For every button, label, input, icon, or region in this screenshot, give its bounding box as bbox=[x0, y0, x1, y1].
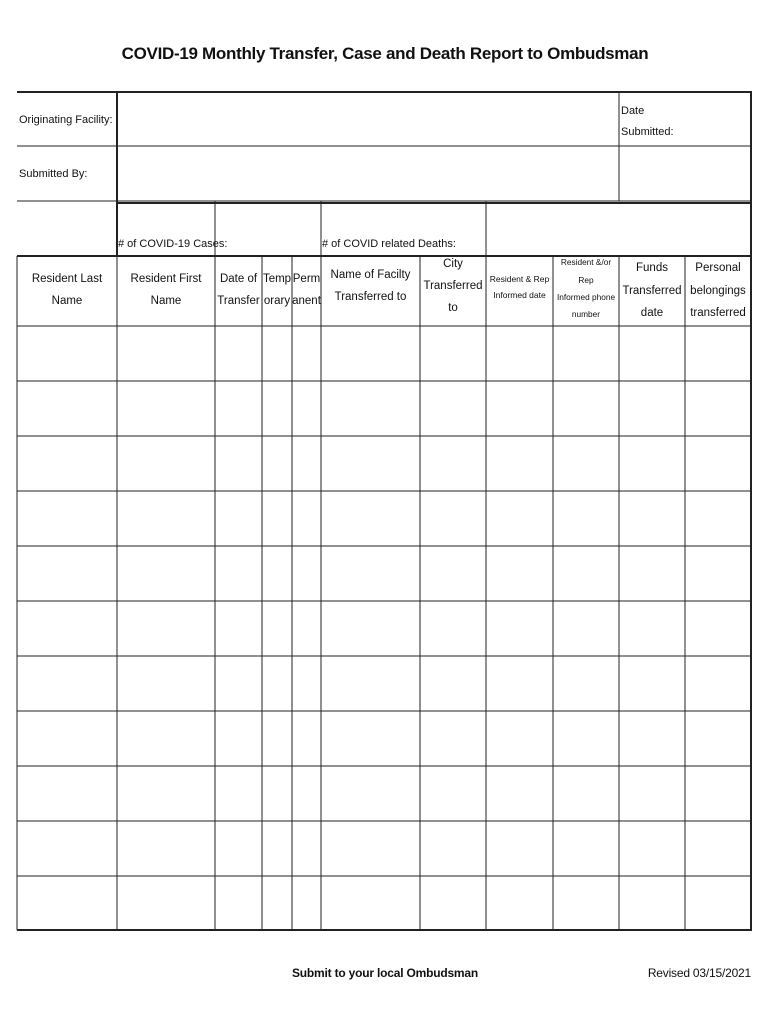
table-cell[interactable] bbox=[686, 822, 751, 876]
table-cell[interactable] bbox=[216, 822, 262, 876]
table-cell[interactable] bbox=[118, 822, 215, 876]
table-cell[interactable] bbox=[421, 327, 486, 381]
table-cell[interactable] bbox=[216, 547, 262, 601]
table-cell[interactable] bbox=[293, 822, 321, 876]
date-submitted-field[interactable] bbox=[620, 147, 750, 200]
table-cell[interactable] bbox=[18, 712, 117, 766]
table-cell[interactable] bbox=[118, 767, 215, 821]
table-cell[interactable] bbox=[686, 657, 751, 711]
table-cell[interactable] bbox=[118, 657, 215, 711]
table-cell[interactable] bbox=[487, 657, 553, 711]
table-cell[interactable] bbox=[487, 712, 553, 766]
col-header-permanent-l2: anent bbox=[292, 295, 321, 307]
col-header-rep-informed-l2: Informed date bbox=[493, 290, 546, 300]
col-header-funds bbox=[619, 256, 685, 326]
col-header-funds-l1: Funds bbox=[636, 262, 668, 275]
table-cell[interactable] bbox=[216, 712, 262, 766]
table-cell[interactable] bbox=[686, 547, 751, 601]
table-cell[interactable] bbox=[421, 767, 486, 821]
table-cell[interactable] bbox=[554, 712, 619, 766]
table-cell[interactable] bbox=[216, 437, 262, 491]
table-cell[interactable] bbox=[118, 547, 215, 601]
table-cell[interactable] bbox=[554, 547, 619, 601]
table-cell[interactable] bbox=[216, 767, 262, 821]
table-cell[interactable] bbox=[118, 437, 215, 491]
table-cell[interactable] bbox=[620, 382, 685, 436]
table-cell[interactable] bbox=[263, 877, 292, 930]
table-cell[interactable] bbox=[216, 657, 262, 711]
col-header-rep-informed bbox=[486, 256, 553, 318]
table-cell[interactable] bbox=[620, 712, 685, 766]
table-cell[interactable] bbox=[620, 492, 685, 546]
date-submitted-label-line1: Date bbox=[621, 105, 645, 117]
submitted-by-label: Submitted By: bbox=[19, 168, 88, 180]
table-cell[interactable] bbox=[421, 547, 486, 601]
originating-facility-label: Originating Facility: bbox=[19, 114, 113, 126]
col-header-date-transfer-l1: Date of bbox=[219, 273, 258, 286]
table-cell[interactable] bbox=[322, 657, 420, 711]
col-header-temporary bbox=[262, 256, 292, 326]
table-cell[interactable] bbox=[487, 492, 553, 546]
table-cell[interactable] bbox=[293, 877, 321, 930]
table-cell[interactable] bbox=[554, 767, 619, 821]
col-header-temporary-l1: Temp bbox=[262, 273, 292, 286]
table-cell[interactable] bbox=[421, 877, 486, 930]
col-header-rep-phone-l3: number bbox=[571, 309, 601, 320]
col-header-facility bbox=[321, 256, 420, 318]
col-header-date-transfer bbox=[215, 256, 262, 326]
table-cell[interactable] bbox=[421, 822, 486, 876]
table-cell[interactable] bbox=[263, 712, 292, 766]
table-cell[interactable] bbox=[18, 437, 117, 491]
table-cell[interactable] bbox=[686, 437, 751, 491]
date-submitted-label-line2: Submitted: bbox=[621, 126, 674, 139]
table-cell[interactable] bbox=[118, 492, 215, 546]
table-cell[interactable] bbox=[18, 382, 117, 436]
table-cell[interactable] bbox=[487, 767, 553, 821]
table-cell[interactable] bbox=[263, 437, 292, 491]
table-cell[interactable] bbox=[620, 657, 685, 711]
col-header-belongings bbox=[685, 256, 751, 326]
col-header-funds-l3: date bbox=[640, 307, 664, 320]
covid-cases-label: # of COVID-19 Cases: bbox=[118, 238, 228, 250]
covid-deaths-label: # of COVID related Deaths: bbox=[322, 238, 456, 250]
table-cell[interactable] bbox=[554, 602, 619, 656]
table-cell[interactable] bbox=[620, 767, 685, 821]
table-cell[interactable] bbox=[322, 877, 420, 930]
col-header-date-transfer-l2: Transfer bbox=[217, 295, 260, 307]
table-cell[interactable] bbox=[554, 492, 619, 546]
col-header-funds-l2: Transferred bbox=[622, 284, 682, 297]
col-header-permanent bbox=[292, 256, 321, 326]
form-title: COVID-19 Monthly Transfer, Case and Death Report to Ombudsman bbox=[121, 44, 649, 63]
col-header-rep-phone-l2: Informed phone bbox=[556, 292, 616, 302]
table-cell[interactable] bbox=[487, 327, 553, 381]
table-cell[interactable] bbox=[487, 437, 553, 491]
table-cell[interactable] bbox=[554, 657, 619, 711]
table-cell[interactable] bbox=[118, 382, 215, 436]
col-header-belongings-l2: belongings bbox=[690, 284, 746, 297]
table-cell[interactable] bbox=[263, 382, 292, 436]
col-header-belongings-l3: transferred bbox=[690, 307, 746, 320]
table-cell[interactable] bbox=[322, 712, 420, 766]
table-cell[interactable] bbox=[263, 767, 292, 821]
table-cell[interactable] bbox=[686, 327, 751, 381]
table-cell[interactable] bbox=[487, 822, 553, 876]
table-cell[interactable] bbox=[118, 712, 215, 766]
table-cell[interactable] bbox=[293, 602, 321, 656]
table-cell[interactable] bbox=[620, 822, 685, 876]
col-header-first-name: Resident First Name bbox=[130, 273, 202, 307]
originating-facility-field[interactable] bbox=[118, 93, 618, 145]
table-cell[interactable] bbox=[554, 877, 619, 930]
table-cell[interactable] bbox=[216, 382, 262, 436]
table-cell[interactable] bbox=[421, 382, 486, 436]
table-cell[interactable] bbox=[620, 327, 685, 381]
table-cell[interactable] bbox=[216, 877, 262, 930]
table-cell[interactable] bbox=[686, 712, 751, 766]
table-cell[interactable] bbox=[263, 602, 292, 656]
table-cell[interactable] bbox=[263, 547, 292, 601]
table-cell[interactable] bbox=[263, 657, 292, 711]
submitted-by-field[interactable] bbox=[118, 147, 618, 200]
table-cell[interactable] bbox=[421, 437, 486, 491]
table-cell[interactable] bbox=[421, 712, 486, 766]
col-header-permanent-l1: Perm bbox=[292, 273, 321, 286]
table-cell[interactable] bbox=[686, 492, 751, 546]
table-cell[interactable] bbox=[322, 492, 420, 546]
table-cell[interactable] bbox=[263, 327, 292, 381]
table-cell[interactable] bbox=[293, 767, 321, 821]
table-cell[interactable] bbox=[554, 822, 619, 876]
table-cell[interactable] bbox=[293, 547, 321, 601]
table-cell[interactable] bbox=[620, 437, 685, 491]
table-cell[interactable] bbox=[322, 382, 420, 436]
table-cell[interactable] bbox=[421, 657, 486, 711]
table-cell[interactable] bbox=[554, 382, 619, 436]
col-header-facility-l2: Transferred to bbox=[334, 291, 407, 303]
table-cell[interactable] bbox=[487, 877, 553, 930]
table-cell[interactable] bbox=[487, 547, 553, 601]
table-cell[interactable] bbox=[421, 492, 486, 546]
table-cell[interactable] bbox=[620, 602, 685, 656]
table-cell[interactable] bbox=[18, 822, 117, 876]
table-cell[interactable] bbox=[18, 602, 117, 656]
table-cell[interactable] bbox=[620, 547, 685, 601]
date-submitted-label bbox=[621, 101, 674, 144]
table-cell[interactable] bbox=[118, 327, 215, 381]
table-cell[interactable] bbox=[118, 877, 215, 930]
table-cell[interactable] bbox=[421, 602, 486, 656]
table-cell[interactable] bbox=[18, 657, 117, 711]
col-header-last-name: Resident Last Name bbox=[31, 273, 103, 307]
table-cell[interactable] bbox=[686, 602, 751, 656]
col-header-belongings-l1: Personal bbox=[695, 262, 741, 275]
table-cell[interactable] bbox=[686, 877, 751, 930]
table-cell[interactable] bbox=[263, 492, 292, 546]
table-cell[interactable] bbox=[293, 657, 321, 711]
col-header-city-l2: Transferred to bbox=[423, 280, 483, 314]
table-cell[interactable] bbox=[686, 767, 751, 821]
col-header-facility-l1: Name of Facilty bbox=[330, 269, 411, 282]
table-cell[interactable] bbox=[293, 437, 321, 491]
table-cell[interactable] bbox=[18, 877, 117, 930]
table-cell[interactable] bbox=[118, 602, 215, 656]
table-cell[interactable] bbox=[216, 602, 262, 656]
table-cell[interactable] bbox=[487, 602, 553, 656]
revised-date: Revised 03/15/2021 bbox=[647, 966, 751, 980]
col-header-temporary-l2: orary bbox=[263, 295, 291, 307]
table-cell[interactable] bbox=[554, 327, 619, 381]
table-cell[interactable] bbox=[216, 492, 262, 546]
col-header-rep-informed-l1: Resident & Rep bbox=[489, 273, 550, 284]
covid-cases-field[interactable] bbox=[216, 204, 320, 255]
col-header-city bbox=[420, 256, 486, 318]
table-cell[interactable] bbox=[18, 767, 117, 821]
table-cell[interactable] bbox=[322, 327, 420, 381]
col-header-city-l1: City bbox=[443, 258, 463, 271]
table-cell[interactable] bbox=[293, 712, 321, 766]
table-cell[interactable] bbox=[293, 327, 321, 381]
table-cell[interactable] bbox=[293, 492, 321, 546]
table-cell[interactable] bbox=[554, 437, 619, 491]
submit-note: Submit to your local Ombudsman bbox=[291, 966, 479, 980]
table-cell[interactable] bbox=[322, 767, 420, 821]
table-cell[interactable] bbox=[263, 822, 292, 876]
col-header-rep-phone bbox=[553, 256, 619, 322]
covid-deaths-field[interactable] bbox=[487, 204, 750, 255]
table-cell[interactable] bbox=[322, 437, 420, 491]
table-cell[interactable] bbox=[487, 382, 553, 436]
table-cell[interactable] bbox=[322, 547, 420, 601]
table-cell[interactable] bbox=[620, 877, 685, 930]
table-cell[interactable] bbox=[322, 602, 420, 656]
table-cell[interactable] bbox=[18, 327, 117, 381]
table-cell[interactable] bbox=[293, 382, 321, 436]
table-cell[interactable] bbox=[686, 382, 751, 436]
table-cell[interactable] bbox=[18, 547, 117, 601]
table-cell[interactable] bbox=[18, 492, 117, 546]
col-header-rep-phone-l1: Resident &/or Rep bbox=[560, 257, 612, 285]
table-cell[interactable] bbox=[216, 327, 262, 381]
table-cell[interactable] bbox=[322, 822, 420, 876]
